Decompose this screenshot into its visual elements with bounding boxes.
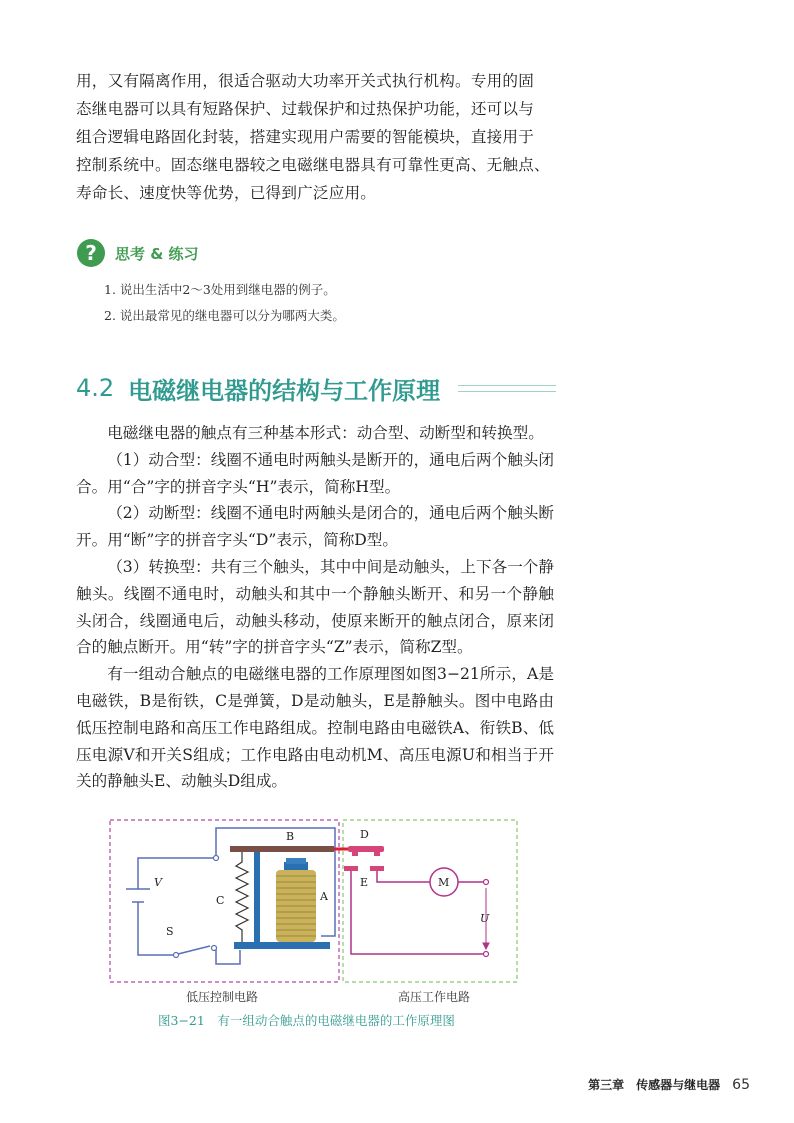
section-title: 电磁继电器的结构与工作原理 xyxy=(128,376,441,405)
terminal-dot xyxy=(484,880,489,885)
label-V: V xyxy=(154,876,162,889)
section-rule xyxy=(458,385,556,392)
exercise-item: 1. 说出生活中2～3处用到继电器的例子。 xyxy=(104,282,336,297)
label-B: B xyxy=(286,830,295,843)
label-U: U xyxy=(480,912,490,925)
coil xyxy=(276,870,316,942)
label-M: M xyxy=(438,876,450,889)
low-voltage-caption: 低压控制电路 xyxy=(186,990,259,1004)
think-practice-heading xyxy=(77,236,199,270)
page-number: 65 xyxy=(732,1077,750,1093)
relay-base xyxy=(234,942,330,949)
section-number: 4.2 xyxy=(76,374,115,402)
page-footer xyxy=(588,1076,750,1093)
label-C: C xyxy=(216,894,225,907)
question-icon: ? xyxy=(77,239,105,267)
terminal-dot xyxy=(214,856,219,861)
relay-circuit-diagram xyxy=(108,818,520,986)
high-voltage-caption: 高压工作电路 xyxy=(398,990,471,1004)
exercise-item: 2. 说出最常见的继电器可以分为哪两大类。 xyxy=(104,308,345,323)
static-contact xyxy=(344,866,384,871)
label-D: D xyxy=(360,828,369,841)
label-S: S xyxy=(166,925,174,938)
spring xyxy=(236,852,248,942)
high-voltage-box xyxy=(343,820,517,982)
switch-symbol xyxy=(174,946,217,958)
section-body xyxy=(76,420,554,795)
intro-line: 组合逻辑电路固化封装，搭建实现用户需要的智能模块，直接用于 xyxy=(76,128,535,146)
intro-line: 态继电器可以具有短路保护、过载保护和过热保护功能，还可以与 xyxy=(76,100,535,118)
chapter-title: 第三章 传感器与继电器 xyxy=(588,1078,721,1092)
intro-line: 控制系统中。固态继电器较之电磁继电器具有可靠性更高、无触点、 xyxy=(76,156,550,174)
armature xyxy=(230,846,334,852)
figure-caption: 图3−21 有一组动合触点的电磁继电器的工作原理图 xyxy=(158,1013,455,1028)
moving-contact xyxy=(348,846,384,856)
work-circuit-wires xyxy=(351,871,486,954)
body-paragraph: （3）转换型：共有三个触头，其中中间是动触头，上下各一个静触头。线圈不通电时，动触头和其中一个静触头断开、和另一个静触头闭合，线圈通电后，动触头移动，使原来断开的触点闭合，原来闭合的触点断开。用“转”字的拼音字头“Z”表示，简称Z型。 xyxy=(76,557,554,657)
think-practice-title: 思考 & 练习 xyxy=(115,244,199,263)
relay-frame xyxy=(254,852,260,944)
intro-line: 寿命长、速度快等优势，已得到广泛应用。 xyxy=(76,184,377,202)
body-paragraph: （2）动断型：线圈不通电时两触头是闭合的，通电后两个触头断开。用“断”字的拼音字头“D”表示，简称D型。 xyxy=(76,504,554,550)
battery-symbol xyxy=(126,889,150,902)
body-paragraph: 有一组动合触点的电磁继电器的工作原理图如图3−21所示，A是电磁铁，B是衔铁，C是弹簧，D是动触头，E是静触头。图中电路由低压控制电路和高压工作电路组成。控制电路由电磁铁A、衔铁B、低压电源V和开关S组成；工作电路由电动机M、高压电源U和相当于开关的静触头E、动触头D组成。 xyxy=(76,665,554,791)
label-E: E xyxy=(360,876,369,889)
section-heading xyxy=(76,370,556,406)
body-paragraph: （1）动合型：线圈不通电时两触头是断开的，通电后两个触头闭合。用“合”字的拼音字头“H”表示，简称H型。 xyxy=(76,450,554,496)
label-A: A xyxy=(320,890,328,903)
terminal-dot xyxy=(484,952,489,957)
body-paragraph: 电磁继电器的触点有三种基本形式：动合型、动断型和转换型。 xyxy=(107,424,544,442)
intro-line: 用，又有隔离作用，很适合驱动大功率开关式执行机构。专用的固 xyxy=(76,72,535,90)
